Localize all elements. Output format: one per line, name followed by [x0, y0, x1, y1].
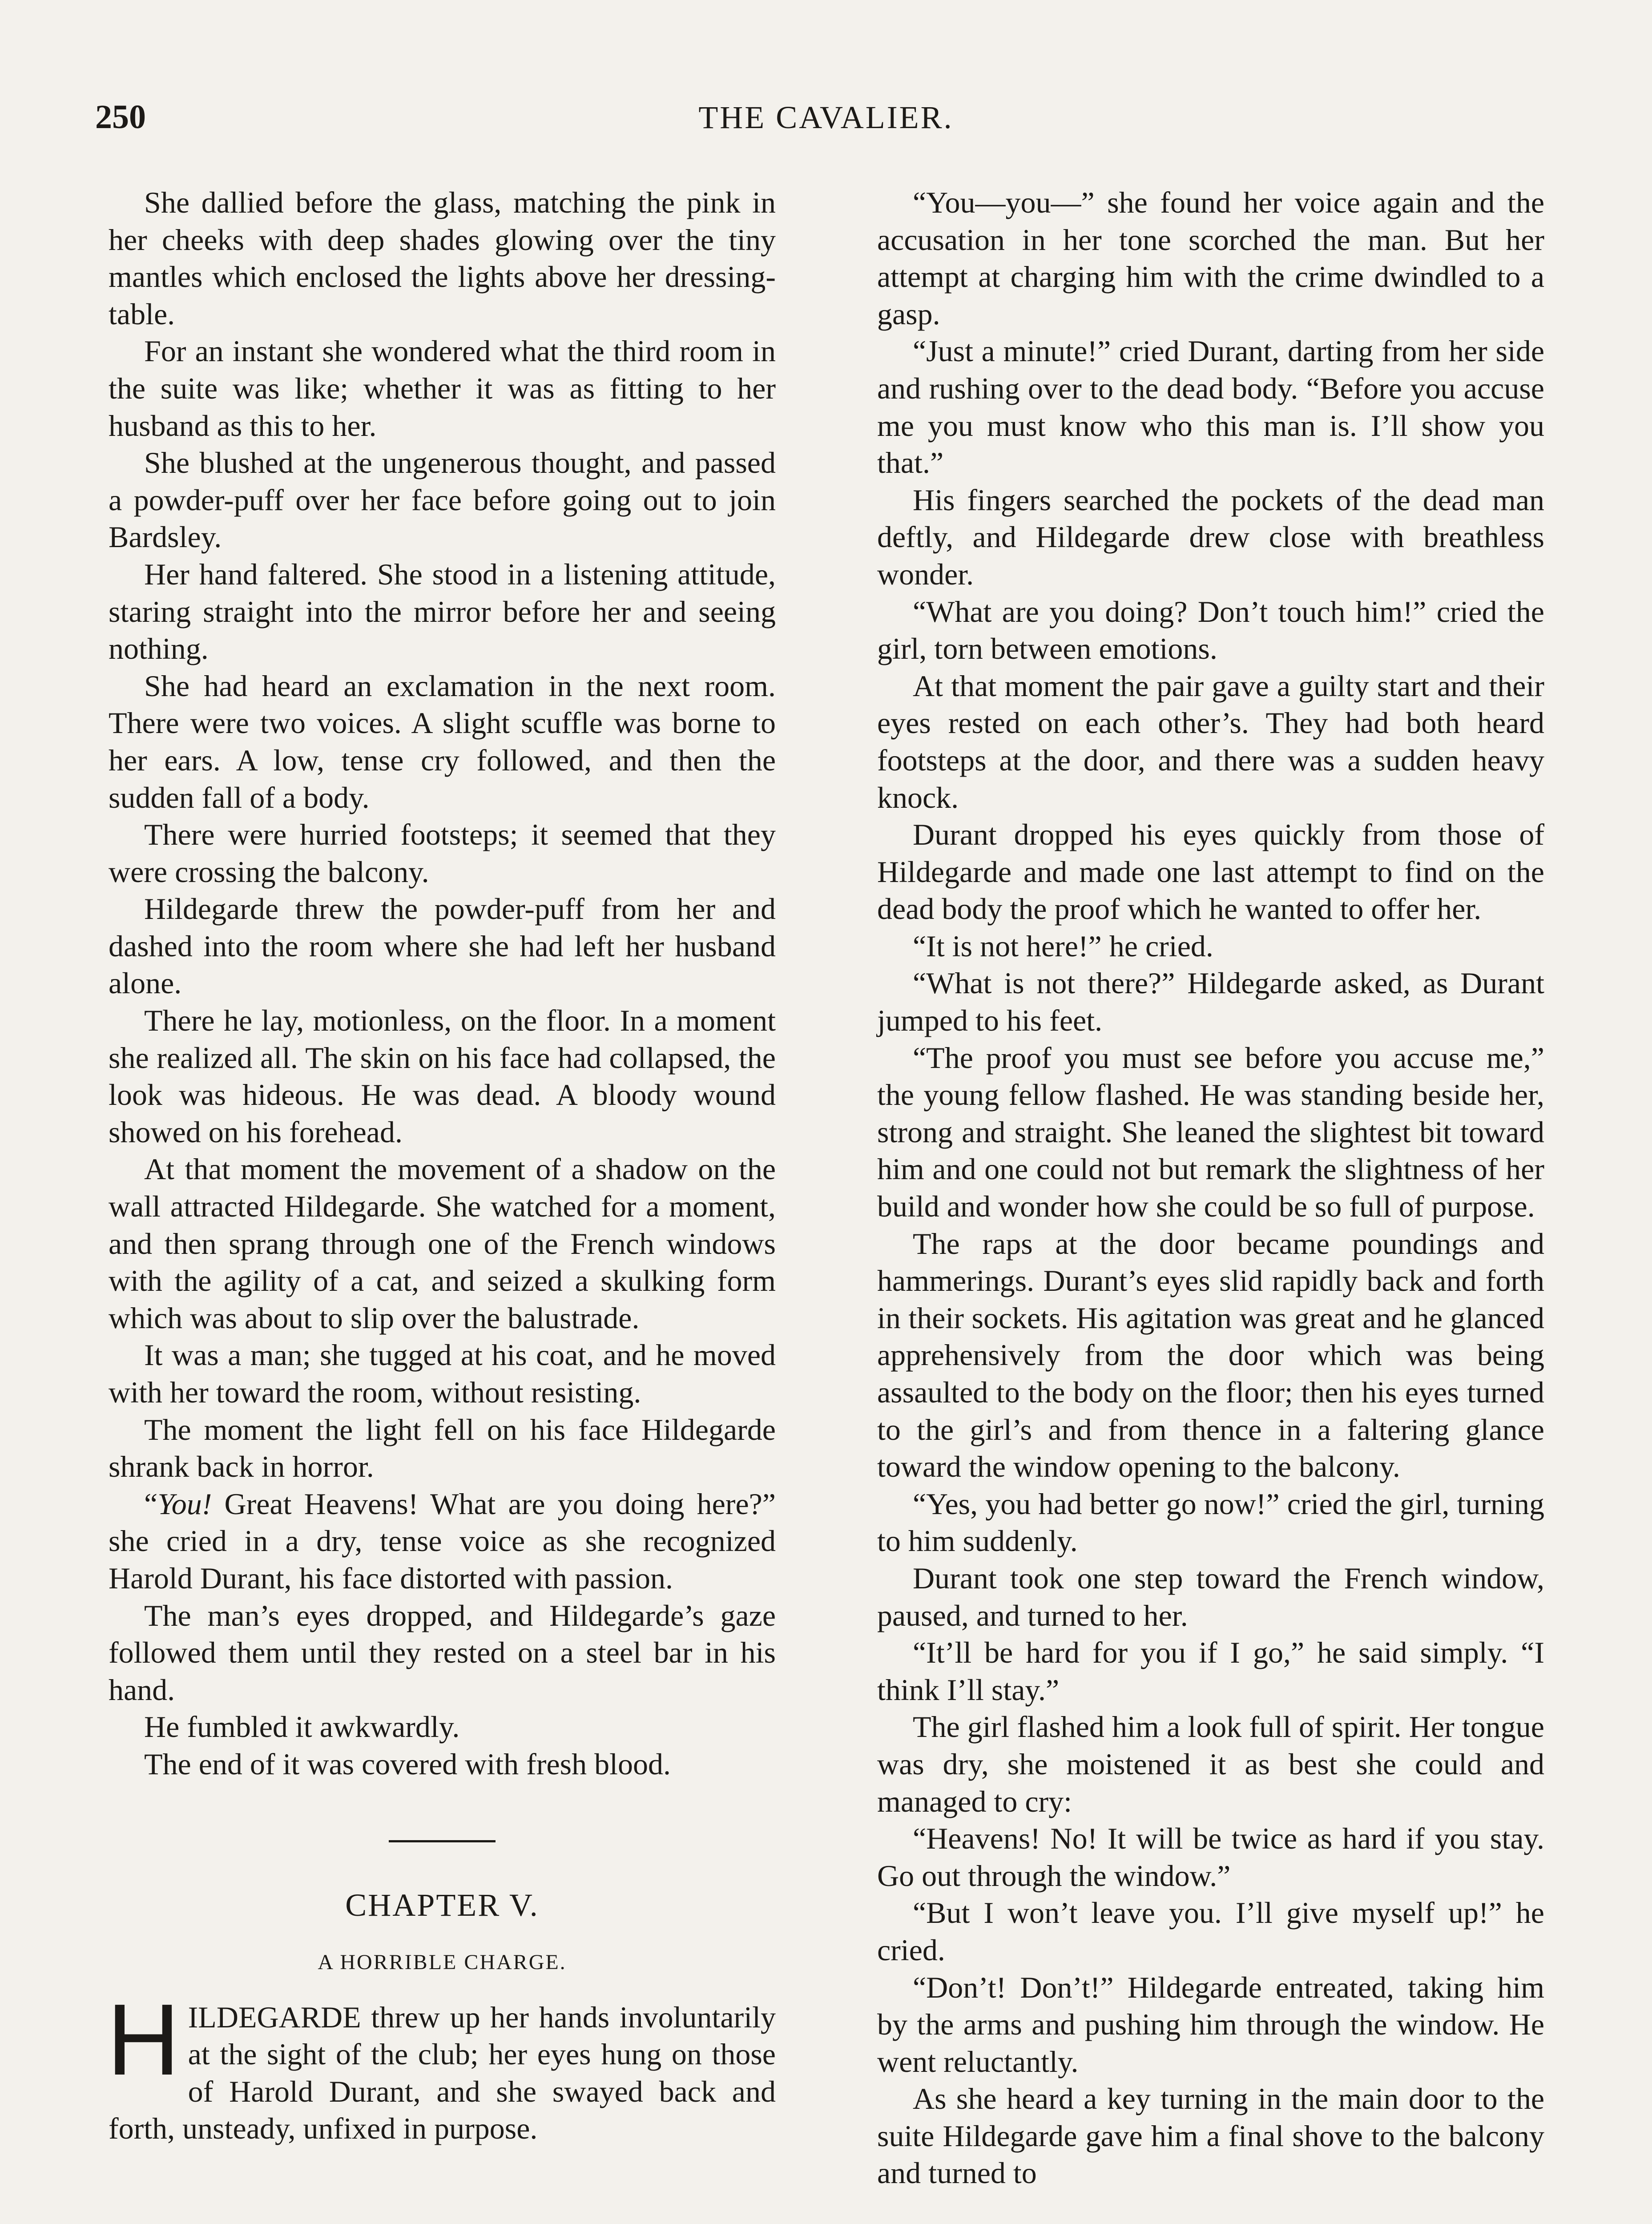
page-number: 250: [95, 98, 146, 136]
paragraph: At that moment the pair gave a guilty start and their eyes rested on each other’s. They had both heard footsteps at the door, and there was a sudden heavy knock.: [877, 669, 1544, 814]
section-divider: [389, 1840, 496, 1842]
paragraph: There he lay, motionless, on the floor. In a moment she realized all. The skin on his face had collapsed, the look was hideous. He was dead. A bloody wound showed on his forehead.: [109, 1003, 776, 1149]
paragraph: Durant dropped his eyes quickly from those of Hildegarde and made one last attempt to find on the dead body the proof which he wanted to offer her.: [877, 818, 1544, 926]
drop-cap: H: [107, 1983, 180, 2096]
chapter-opening-paragraph: [107, 1983, 776, 2147]
paragraph-text: Great Heavens! What are you doing here?” she cried in a dry, tense voice as she recognized Harold Durant, his face distorted with passion.: [109, 1487, 776, 1595]
paragraph: She blushed at the ungenerous thought, and passed a powder-puff over her face before going out to join Bardsley.: [109, 446, 776, 554]
paragraph: “It is not here!” he cried.: [913, 929, 1213, 963]
paragraph: Her hand faltered. She stood in a listening attitude, staring straight into the mirror before her and seeing nothing.: [109, 557, 776, 666]
chapter-subtitle: A HORRIBLE CHARGE.: [318, 1950, 567, 1974]
paragraph-text: ILDEGARDE threw up her hands involuntarily at the sight of the club; her eyes hung on those of Harold Durant, and she swayed back and forth, unsteady, unfixed in purpose.: [109, 2000, 776, 2146]
paragraph: He fumbled it awkwardly.: [144, 1710, 460, 1744]
paragraph: The raps at the door became poundings and hammerings. Durant’s eyes slid rapidly back and forth in their sockets. His agitation was great and he glanced apprehensively from the door which was being assaulted to the body on the floor; then his eyes turned to the girl’s and from thence in a faltering glance toward the window opening to the balcony.: [877, 1226, 1544, 1484]
left-column: [109, 184, 776, 2147]
chapter-title: CHAPTER V.: [345, 1887, 539, 1923]
paragraph: Durant took one step toward the French window, paused, and turned to her.: [877, 1561, 1544, 1632]
paragraph: “Heavens! No! It will be twice as hard if you stay. Go out through the window.”: [877, 1821, 1544, 1893]
paragraph: “The proof you must see before you accuse me,” the young fellow flashed. He was standing beside her, strong and straight. She leaned the slightest bit toward him and one could not but remark the slightness of her build and wonder how she could be so full of purpose.: [877, 1040, 1544, 1224]
paragraph: “What are you doing? Don’t touch him!” cried the girl, torn between emotions.: [877, 594, 1544, 666]
paragraph: She dallied before the glass, matching the pink in her cheeks with deep shades glowing over the tiny mantles which enclosed the lights above her dressing-table.: [109, 185, 776, 331]
paragraph: “It’ll be hard for you if I go,” he said simply. “I think I’ll stay.”: [877, 1636, 1544, 1707]
paragraph: “Yes, you had better go now!” cried the girl, turning to him suddenly.: [877, 1487, 1544, 1558]
paragraph: For an instant she wondered what the third room in the suite was like; whether it was as fitting to her husband as this to her.: [109, 334, 776, 443]
paragraph: The man’s eyes dropped, and Hildegarde’s gaze followed them until they rested on a steel bar in his hand.: [109, 1598, 776, 1707]
paragraph: “What is not there?” Hildegarde asked, as Durant jumped to his feet.: [877, 966, 1544, 1038]
paragraph: At that moment the movement of a shadow on the wall attracted Hildegarde. She watched for a moment, and then sprang through one of the French windows with the agility of a cat, and seized a skulking form which was about to slip over the balustrade.: [109, 1152, 776, 1335]
running-title: THE CAVALIER.: [698, 100, 954, 135]
paragraph: “Don’t! Don’t!” Hildegarde entreated, taking him by the arms and pushing him through the window. He went reluctantly.: [877, 1970, 1544, 2079]
paragraph: “Just a minute!” cried Durant, darting from her side and rushing over to the dead body. “Before you accuse me you must know who this man is. I’ll show you that.”: [877, 334, 1544, 480]
paragraph: The girl flashed him a look full of spirit. Her tongue was dry, she moistened it as best she could and managed to cry:: [877, 1710, 1544, 1818]
paragraph: The moment the light fell on his face Hildegarde shrank back in horror.: [109, 1412, 776, 1484]
paragraph: Hildegarde threw the powder-puff from her and dashed into the room where she had left her husband alone.: [109, 892, 776, 1000]
paragraph: It was a man; she tugged at his coat, and he moved with her toward the room, without resisting.: [109, 1338, 776, 1409]
paragraph: The end of it was covered with fresh blood.: [144, 1747, 671, 1781]
paragraph: “You—you—” she found her voice again and the accusation in her tone scorched the man. But her attempt at charging him with the crime dwindled to a gasp.: [877, 185, 1544, 331]
paragraph: “You! Great Heavens! What are you doing here?” she cried in a dry, tense voice as she recognized Harold Durant, his face distorted with passion.: [109, 1487, 776, 1595]
paragraph: His fingers searched the pockets of the dead man deftly, and Hildegarde drew close with breathless wonder.: [877, 483, 1544, 591]
paragraph: “But I won’t leave you. I’ll give myself up!” he cried.: [877, 1896, 1544, 1967]
paragraph: As she heard a key turning in the main door to the suite Hildegarde gave him a final shove to the balcony and turned to: [877, 2082, 1544, 2190]
paragraph: She had heard an exclamation in the next room. There were two voices. A slight scuffle was borne to her ears. A low, tense cry followed, and then the sudden fall of a body.: [109, 669, 776, 814]
emphasis: You!: [157, 1487, 212, 1521]
paragraph: There were hurried footsteps; it seemed that they were crossing the balcony.: [109, 818, 776, 889]
right-column: [877, 184, 1544, 2192]
